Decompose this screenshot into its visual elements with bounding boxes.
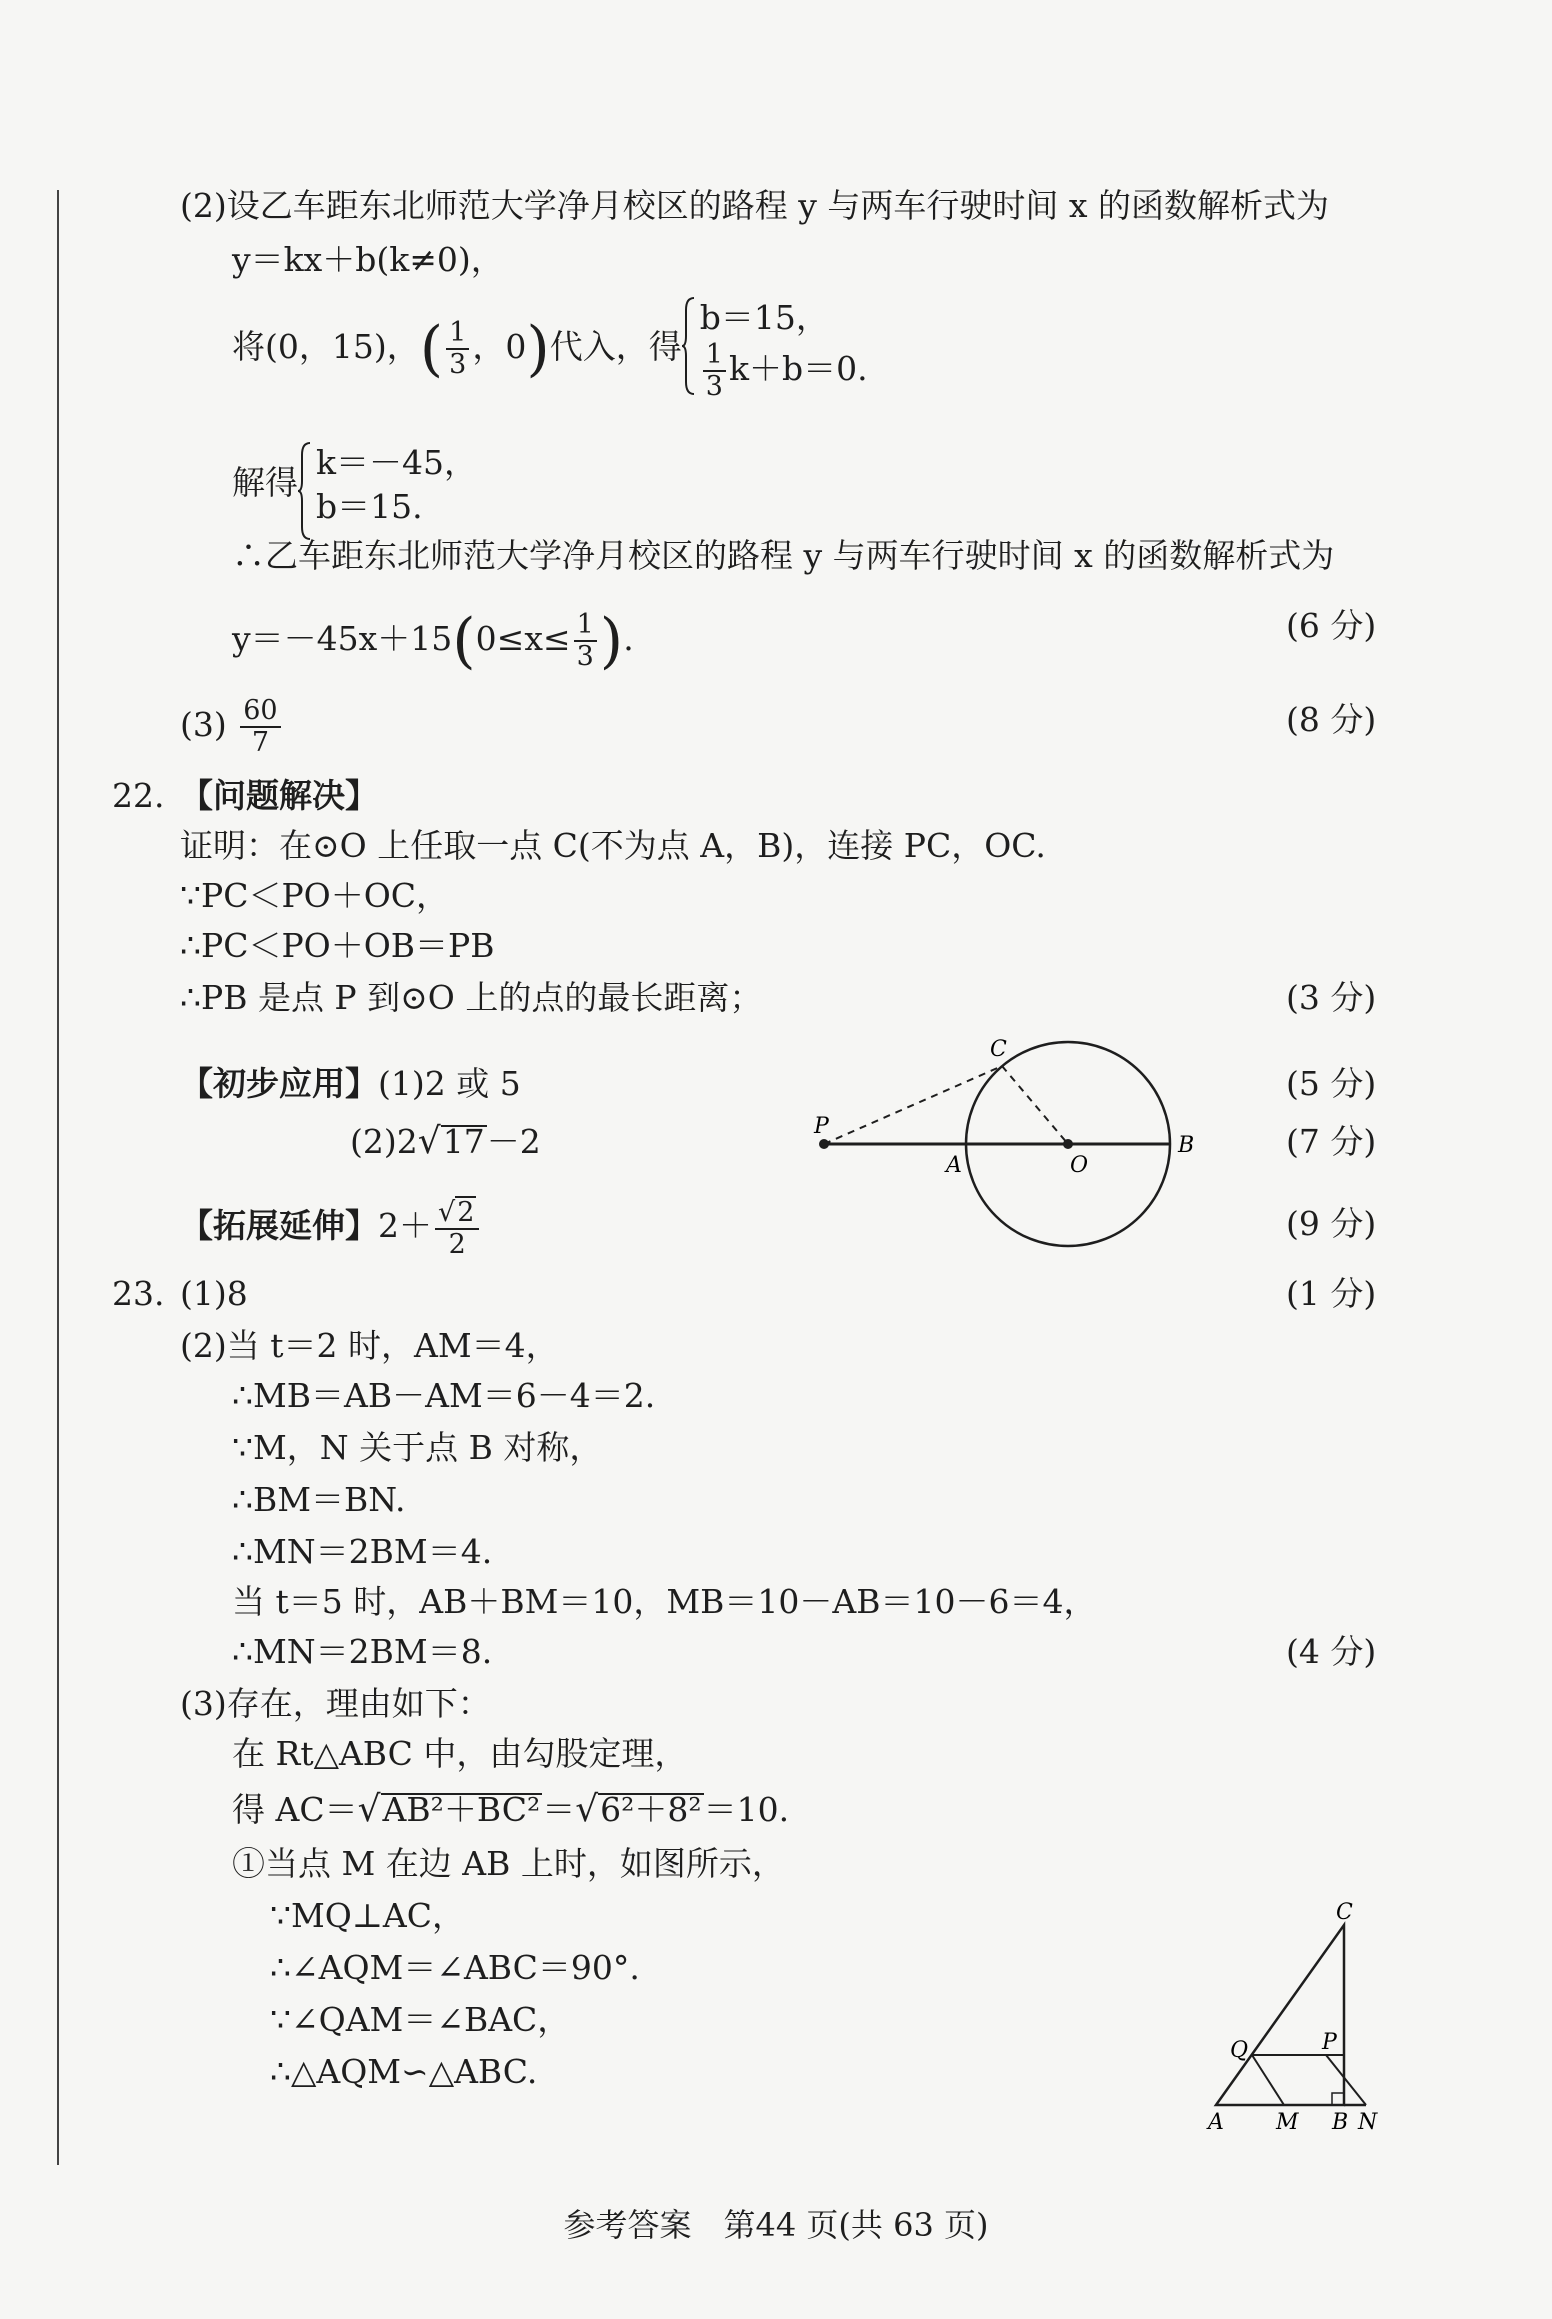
q23-l8: (3)存在，理由如下： — [180, 1684, 491, 1723]
q23-l4: ∴BM＝BN. — [232, 1480, 406, 1519]
q23-l14: ∵∠QAM＝∠BAC， — [270, 2000, 571, 2039]
label-p: P — [1322, 2030, 1337, 2055]
problem-heading: 【问题解决】 — [180, 776, 378, 815]
q22-apply-2: (2)2√17－2 — [350, 1121, 541, 1162]
q23-l1: (2)当 t＝2 时，AM＝4， — [180, 1326, 559, 1365]
label-n: N — [1358, 2110, 1378, 2135]
q21-p3: (3) $\frac{60}{7}$ — [180, 690, 284, 760]
q23-l11: ①当点 M 在边 AB 上时，如图所示， — [232, 1844, 785, 1883]
segment-pc — [824, 1066, 1002, 1144]
score-q23-p1: (1 分) — [1286, 1274, 1377, 1313]
q22-proof-3: ∴PC＜PO＋OB＝PB — [180, 926, 495, 965]
label-a: A — [1208, 2110, 1224, 2135]
label-c: C — [990, 1037, 1007, 1062]
q23-l13: ∴∠AQM＝∠ABC＝90°. — [270, 1948, 640, 1987]
q21-conclusion: ∴乙车距东北师范大学净月校区的路程 y 与两车行驶时间 x 的函数解析式为 — [232, 536, 1335, 575]
margin-rule — [57, 190, 59, 2165]
score-q21-p3: (8 分) — [1286, 700, 1377, 739]
q23-l9: 在 Rt△ABC 中，由勾股定理， — [232, 1734, 688, 1773]
right-angle-mark — [1332, 2093, 1344, 2105]
triangle-figure — [1190, 1895, 1410, 2135]
q22-number: 22. — [112, 776, 165, 815]
score-q22-4: (9 分) — [1286, 1204, 1377, 1243]
equation-system-1: b＝15， $\frac{1}{3}$ k＋b＝0. — [682, 296, 868, 402]
substitution-prefix: 将(0，15)， — [232, 327, 420, 366]
label-a: A — [946, 1153, 962, 1178]
q21-substitution: 将(0，15)，( $\frac{1}{3}$ ，0)代入，得 b＝15， $\frac{1}{3}$ k＋b＝0. — [232, 298, 868, 402]
q21-p2-line2: y＝kx＋b(k≠0)， — [232, 240, 504, 279]
label-o: O — [1070, 1153, 1089, 1178]
label-m: M — [1276, 2110, 1299, 2135]
q23-l12: ∵MQ⊥AC， — [270, 1896, 465, 1935]
q21-solution — [232, 438, 477, 529]
label-q: Q — [1230, 2038, 1249, 2063]
extend-heading: 【拓展延伸】 — [180, 1206, 378, 1245]
score-q22-3: (7 分) — [1286, 1122, 1377, 1161]
segment-oc — [1002, 1066, 1068, 1144]
q22-apply-1: 【初步应用】(1)2 或 5 — [180, 1064, 521, 1103]
left-brace-icon — [682, 296, 696, 396]
q23-l6: 当 t＝5 时，AB＋BM＝10，MB＝10－AB＝10－6＝4， — [232, 1582, 1097, 1621]
point-fraction: $\frac{1}{3}$ — [446, 318, 469, 380]
q22-proof-1: 证明：在⊙O 上任取一点 C(不为点 A，B)，连接 PC，OC. — [180, 826, 1046, 865]
segment-qm — [1252, 2055, 1284, 2105]
label-p: P — [814, 1114, 829, 1139]
score-q22-2: (5 分) — [1286, 1064, 1377, 1103]
apply-heading: 【初步应用】 — [180, 1064, 378, 1103]
q23-p1: (1)8 — [180, 1274, 248, 1313]
point-p — [819, 1139, 829, 1149]
triangle-abc — [1216, 1925, 1344, 2105]
q22-proof-4: ∴PB 是点 P 到⊙O 上的点的最长距离； — [180, 978, 763, 1017]
q23-l15: ∴△AQM∽△ABC. — [270, 2052, 538, 2091]
solve-label: 解得 — [232, 463, 298, 502]
page-footer: 参考答案 第44 页(共 63 页) — [563, 2206, 989, 2244]
q23-l3: ∵M，N 关于点 B 对称， — [232, 1428, 603, 1467]
q21-result: y＝－45x＋15(0≤x≤ $\frac{1}{3}$ ). — [232, 606, 634, 676]
score-q23-p2: (4 分) — [1286, 1632, 1377, 1671]
q23-l10: 得 AC＝√AB²＋BC²＝√6²＋8²＝10. — [232, 1789, 790, 1830]
label-b: B — [1178, 1133, 1195, 1158]
score-q22-1: (3 分) — [1286, 978, 1377, 1017]
label-b: B — [1332, 2110, 1349, 2135]
point-tail: ，0 — [472, 327, 527, 366]
q23-l2: ∴MB＝AB－AM＝6－4＝2. — [232, 1376, 656, 1415]
q23-number: 23. — [112, 1274, 165, 1313]
q23-l7: ∴MN＝2BM＝8. — [232, 1632, 493, 1671]
q23-l5: ∴MN＝2BM＝4. — [232, 1532, 493, 1571]
q22-extend: 【拓展延伸】2＋ $\frac{√2}{2}$ — [180, 1190, 482, 1262]
q22-proof-2: ∵PC＜PO＋OC， — [180, 876, 450, 915]
left-brace-icon — [298, 441, 312, 541]
circle-figure — [800, 1030, 1220, 1270]
equation-system-2: k＝－45， b＝15. — [298, 441, 477, 529]
point-o — [1063, 1139, 1073, 1149]
substitution-middle: 代入，得 — [549, 327, 682, 366]
label-c: C — [1336, 1900, 1353, 1925]
score-q21-p2: (6 分) — [1286, 606, 1377, 645]
q21-p2-line1: (2)设乙车距东北师范大学净月校区的路程 y 与两车行驶时间 x 的函数解析式为 — [180, 186, 1329, 225]
